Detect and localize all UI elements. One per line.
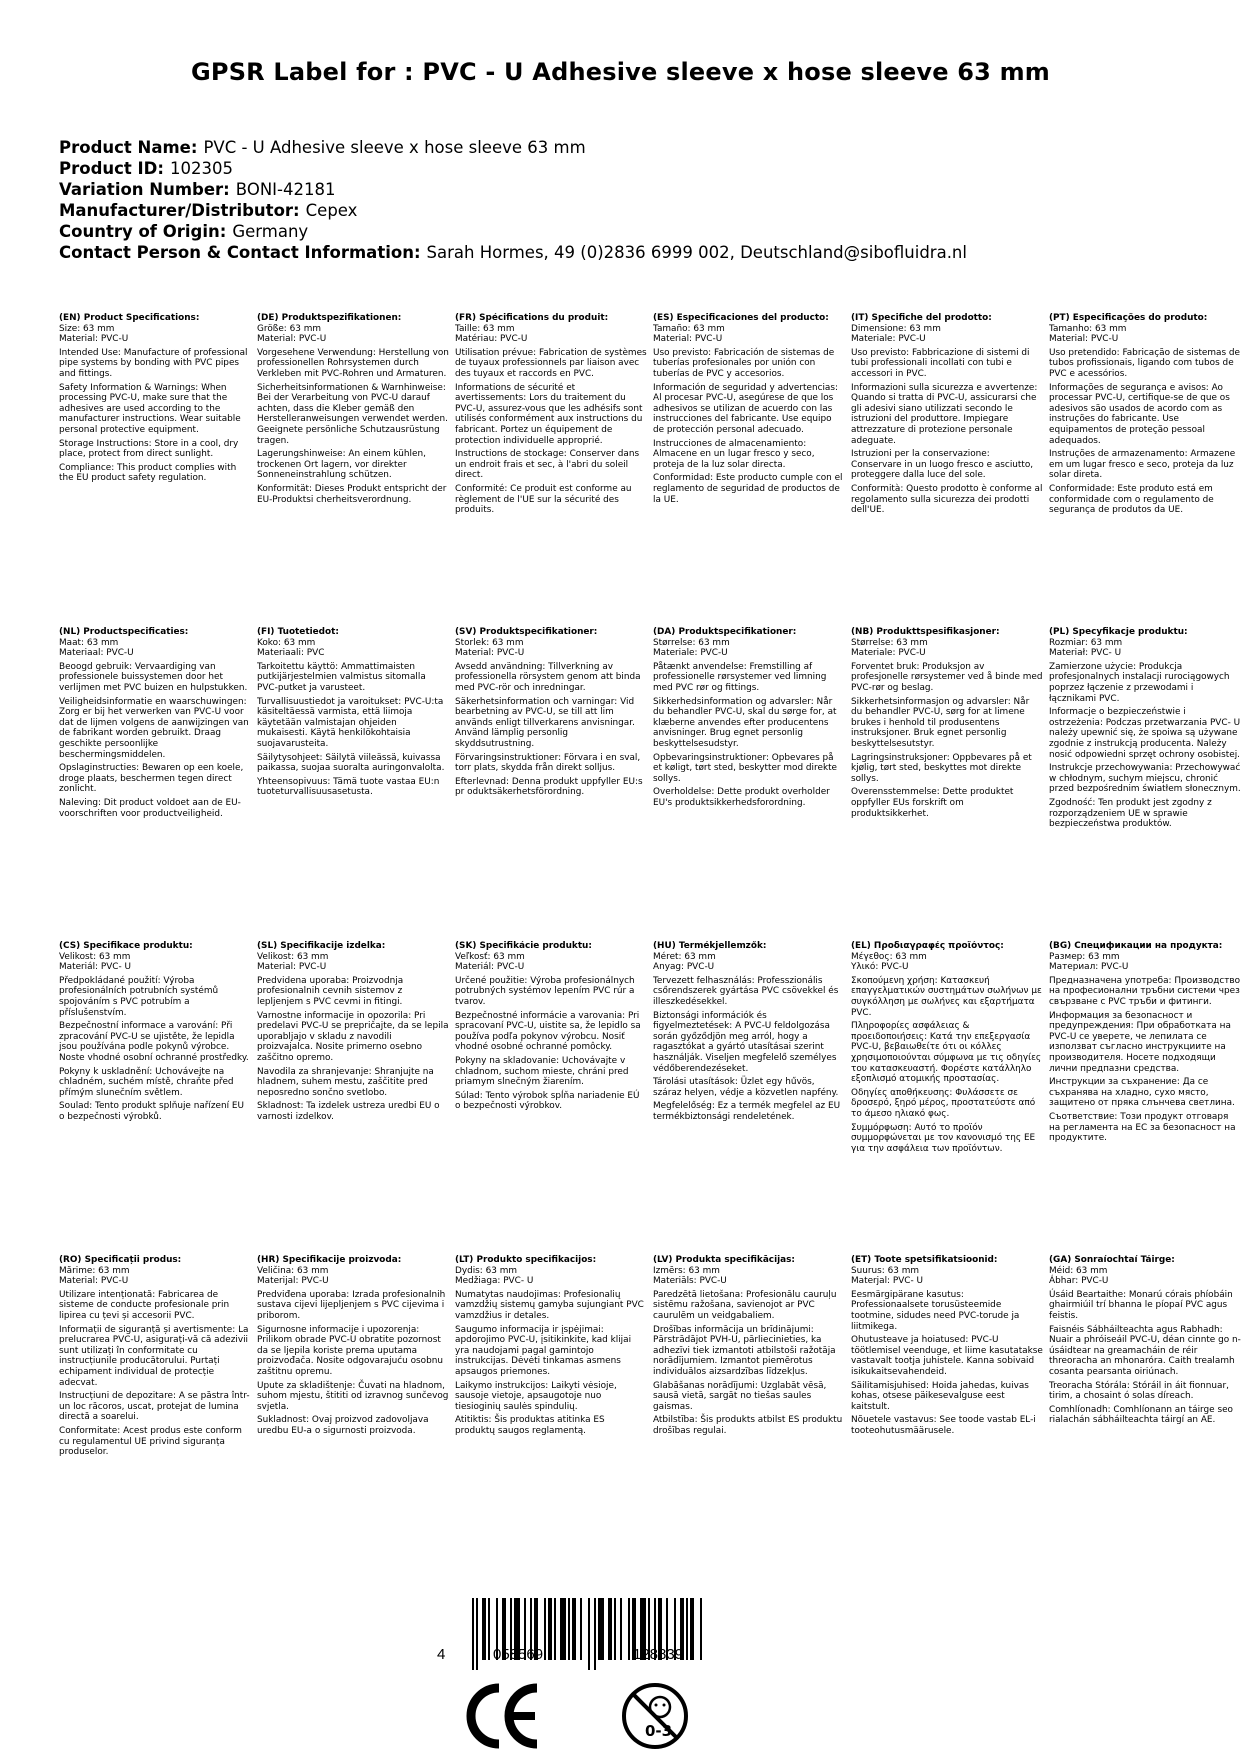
spec-paragraph: Sukladnost: Ovaj proizvod zadovoljava uredbu EU-a o sigurnosti proizvoda. xyxy=(257,1415,429,1436)
spec-paragraph: Uso previsto: Fabbricazione di sistemi di tubi professionali incollati con tubi e accessori in PVC. xyxy=(851,347,1030,379)
spec-block xyxy=(455,1255,653,1569)
spec-block xyxy=(59,941,257,1255)
spec-block xyxy=(257,941,455,1255)
spec-line: Méid: 63 mm xyxy=(1049,1265,1108,1276)
spec-paragraph: Uso pretendido: Fabricação de sistemas de tubos profissionais, ligando com tubos de PVC e acessórios. xyxy=(1049,347,1241,379)
spec-paragraph: Súlad: Tento výrobok spĺňa nariadenie EÚ o bezpečnosti výrobkov. xyxy=(455,1090,640,1112)
spec-line: Material: PVC-U xyxy=(59,1276,129,1287)
spec-paragraph: Bezpečnostné informácie a varovania: Pri spracovaní PVC-U, uistite sa, že lepidlo sa používa podľa pokynov výrobcu. Nosiť vhodné osobné ochranné pomôcky. xyxy=(455,1010,641,1053)
spec-line: Material: PVC-U xyxy=(257,334,327,345)
spec-heading: (DA) Produktspecifikationer: xyxy=(653,627,797,637)
spec-block xyxy=(851,941,1049,1255)
spec-heading: (ET) Toote spetsifikatsioonid: xyxy=(851,1255,998,1265)
spec-paragraph: Zgodność: Ten produkt jest zgodny z rozporządzeniem UE w sprawie bezpieczeństwa produktów. xyxy=(1049,797,1212,830)
spec-paragraph: Conformité: Ce produit est conforme au règlement de l'UE sur la sécurité des produits. xyxy=(455,483,632,516)
spec-block xyxy=(59,1255,257,1569)
barcode-bars-icon xyxy=(440,1598,760,1690)
spec-paragraph: Предназначена употреба: Производство на професионални тръбни системи чрез свързване с PVC тръби и фитинги. xyxy=(1049,975,1241,1007)
spec-block xyxy=(59,627,257,941)
spec-paragraph: Πληροφορίες ασφάλειας & προειδοποιήσεις: Κατά την επεξεργασία PVC-U, βεβαιωθείτε ότι οι κόλλες χρησιμοποιούνται σύμφωνα με τις οδηγίες του κατασκευαστή. Φορέστε κατάλληλο εξοπλισμό ατομικής προστασίας. xyxy=(851,1021,1042,1085)
info-value: Germany xyxy=(232,222,309,241)
spec-paragraph: Sigurnosne informacije i upozorenja: Prilikom obrade PVC-U obratite pozornost da se ljepila koriste prema uputama proizvođača. Nosite odgovarajuću osobnu zaštitnu opremu. xyxy=(257,1324,443,1377)
spec-line: Tamanho: 63 mm xyxy=(1049,323,1127,334)
spec-paragraph: Σκοπούμενη χρήση: Κατασκευή επαγγελματικών συστημάτων σωλήνων με συγκόλληση με σωλήνες και εξαρτήματα PVC. xyxy=(851,975,1042,1018)
spec-line: Taille: 63 mm xyxy=(455,323,515,334)
spec-line: Materjal: PVC- U xyxy=(851,1276,924,1287)
spec-paragraph: Skladnost: Ta izdelek ustreza uredbi EU o varnosti izdelkov. xyxy=(257,1101,440,1122)
spec-line: Material: PVC-U xyxy=(257,962,327,973)
spec-paragraph: Instrucțiuni de depozitare: A se păstra într- un loc răcoros, uscat, protejat de lumina directă a soarelui. xyxy=(59,1391,250,1423)
spec-line: Størrelse: 63 mm xyxy=(653,637,730,648)
spec-heading: (LT) Produkto specifikacijos: xyxy=(455,1255,597,1265)
spec-heading: (SV) Produktspecifikationer: xyxy=(455,627,598,637)
info-row xyxy=(59,242,1209,263)
spec-paragraph: Varnostne informacije in opozorila: Pri predelavi PVC-U se prepričajte, da se lepila uporabljajo v skladu z navodili proizvajalca. Nosite primerno osebno zaščitno opremo. xyxy=(257,1010,449,1063)
spec-block xyxy=(851,627,1049,941)
spec-paragraph: Uso previsto: Fabricación de sistemas de tuberías profesionales por unión con tuberías de PVC y accesorios. xyxy=(653,347,835,379)
spec-paragraph: Turvallisuustiedot ja varoitukset: PVC-U:ta käsiteltäessä varmista, että liimoja käytetään valmistajan ohjeiden mukaisesti. Käytä henkilökohtaisia suojavarusteita. xyxy=(257,696,444,749)
barcode-digits-left: 058569 xyxy=(493,1646,544,1663)
spec-paragraph: Pokyny k uskladnění: Uchovávejte na chladném, suchém místě, chraňte před přímým slunečním světlem. xyxy=(59,1066,234,1098)
spec-line: Maat: 63 mm xyxy=(59,637,119,648)
spec-paragraph: Istruzioni per la conservazione: Conservare in un luogo fresco e asciutto, proteggere dalla luce del sole. xyxy=(851,449,1034,481)
info-row xyxy=(59,137,1209,158)
spec-line: Materiál: PVC- U xyxy=(59,962,132,973)
spec-heading: (GA) Sonraíochtaí Táirge: xyxy=(1049,1255,1175,1265)
spec-paragraph: Drošības informācija un brīdinājumi: Pārstrādājot PVH-U, pārliecinieties, ka adhezīvi tiek izmantoti atbilstoši ražotāja norādījumiem. Izmantot piemērotus individuālos aizsardzības līdzekļus. xyxy=(653,1324,836,1377)
spec-line: Μέγεθος: 63 mm xyxy=(851,951,927,962)
spec-paragraph: Conformità: Questo prodotto è conforme al regolamento sulla sicurezza dei prodotti dell'UE. xyxy=(851,483,1043,516)
info-label: Contact Person & Contact Information: xyxy=(59,243,421,262)
spec-line: Materiaali: PVC xyxy=(257,648,325,659)
spec-block xyxy=(851,1255,1049,1569)
spec-grid xyxy=(59,313,1241,1569)
info-value: Cepex xyxy=(305,201,358,220)
spec-heading: (IT) Specifiche del prodotto: xyxy=(851,313,992,323)
spec-paragraph: Lagerungshinweise: An einem kühlen, trockenen Ort lagern, vor direkter Sonneneinstrahlung schützen. xyxy=(257,449,426,481)
not-for-children-0-3-icon xyxy=(624,1685,686,1747)
spec-paragraph: Predvidena uporaba: Proizvodnja profesionalnih cevnih sistemov z lepljenjem s PVC cevmi in fitingi. xyxy=(257,975,404,1007)
spec-paragraph: Konformität: Dieses Produkt entspricht der EU-Produktsi cherheitsverordnung. xyxy=(257,483,447,505)
spec-line: Material: PVC-U xyxy=(59,334,129,345)
spec-line: Materiaal: PVC-U xyxy=(59,648,134,659)
spec-line: Medžiaga: PVC- U xyxy=(455,1276,534,1287)
spec-line: Размер: 63 mm xyxy=(1049,951,1120,962)
spec-line: Veľkosť: 63 mm xyxy=(455,951,525,962)
spec-paragraph: Instrukcje przechowywania: Przechowywać w chłodnym, suchym miejscu, chronić przed bezpośrednim światłem słonecznym. xyxy=(1049,763,1241,795)
spec-heading: (EL) Προδιαγραφές προϊόντος: xyxy=(851,941,1004,951)
spec-paragraph: Conformitate: Acest produs este conform cu regulamentul UE privind siguranța produselor. xyxy=(59,1425,242,1458)
spec-line: Materiāls: PVC-U xyxy=(653,1276,727,1287)
spec-paragraph: Laikymo instrukcijos: Laikyti vėsioje, sausoje vietoje, apsaugotoje nuo tiesioginių saulės spindulių. xyxy=(455,1380,617,1412)
spec-block xyxy=(59,313,257,627)
spec-block xyxy=(653,941,851,1255)
spec-heading: (NL) Productspecificaties: xyxy=(59,627,189,637)
spec-line: Rozmiar: 63 mm xyxy=(1049,637,1123,648)
spec-line: Size: 63 mm xyxy=(59,323,115,334)
spec-block xyxy=(455,313,653,627)
spec-line: Materijal: PVC-U xyxy=(257,1276,329,1287)
spec-heading: (FR) Spécifications du produit: xyxy=(455,313,609,323)
spec-paragraph: Treoracha Stórála: Stóráil in áit fionnuar, tirim, a chosaint ó solas díreach. xyxy=(1049,1380,1229,1402)
info-value: BONI-42181 xyxy=(235,180,336,199)
spec-paragraph: Tervezett felhasználás: Professzionális csőrendszerek gyártása PVC csövekkel és illeszkedésekkel. xyxy=(653,975,839,1007)
info-row xyxy=(59,179,1209,200)
spec-line: Material: PVC-U xyxy=(1049,334,1119,345)
spec-paragraph: Eesmärgipärane kasutus: Professionaalsete torusüsteemide tootmine, sidudes need PVC-torude ja liitmikega. xyxy=(851,1289,1020,1332)
spec-paragraph: Safety Information & Warnings: When processing PVC-U, make sure that the adhesives are used according to the manufacturer instructions. Wear suitable personal protective equipment. xyxy=(59,382,241,435)
spec-paragraph: Faisnéis Sábháilteachta agus Rabhadh: Nuair a phróiseáil PVC-U, déan cinnte go n-úsáidtear na greamacháin de réir threoracha an mhonaróra. Caith trealamh cosanta pearsanta oiriúnach. xyxy=(1049,1324,1241,1377)
info-value: 102305 xyxy=(169,159,233,178)
spec-paragraph: Utilizare intenționată: Fabricarea de sisteme de conducte profesionale prin lipirea cu țevi și accesorii PVC. xyxy=(59,1289,230,1321)
info-row xyxy=(59,221,1209,242)
spec-paragraph: Información de seguridad y advertencias: Al procesar PVC-U, asegúrese de que los adhesivos se utilizan de acuerdo con las instrucciones del fabricante. Use equipo de protección personal adecuado. xyxy=(653,382,838,435)
spec-paragraph: Soulad: Tento produkt splňuje nařízení EU o bezpečnosti výrobků. xyxy=(59,1101,245,1122)
spec-paragraph: Съответствие: Този продукт отговаря на регламента на ЕС за безопасност на продуктите. xyxy=(1049,1111,1236,1144)
spec-block xyxy=(1049,627,1241,941)
spec-line: Materiale: PVC-U xyxy=(653,648,728,659)
spec-paragraph: Informații de siguranță și avertismente: La prelucrarea PVC-U, asigurați-vă că adezivii sunt utilizați în conformitate cu instrucțiunile producătorului. Purtați echipament individual de protecție adecvat. xyxy=(59,1324,249,1388)
spec-heading: (DE) Produktspezifikationen: xyxy=(257,313,402,323)
spec-paragraph: Tárolási utasítások: Üzlet egy hűvös, száraz helyen, védje a közvetlen napfény. xyxy=(653,1077,839,1098)
spec-paragraph: Sicherheitsinformationen & Warnhinweise: Bei der Verarbeitung von PVC-U darauf achten, dass die Kleber gemäß den Herstelleranweisungen verwendet werden. Geeignete persönliche Schutzausrüstung tragen. xyxy=(257,382,448,446)
ce-mark-icon xyxy=(471,1688,537,1744)
spec-paragraph: Atbilstība: Šis produkts atbilst ES produktu drošības regulai. xyxy=(653,1415,843,1436)
info-label: Manufacturer/Distributor: xyxy=(59,201,300,220)
spec-line: Mărime: 63 mm xyxy=(59,1265,130,1276)
spec-paragraph: Overholdelse: Dette produkt overholder EU's produktsikkerhedsforordning. xyxy=(653,787,830,808)
info-label: Product Name: xyxy=(59,138,198,157)
barcode-digit-prefix: 4 xyxy=(437,1646,446,1663)
spec-paragraph: Информация за безопасност и предупреждения: При обработката на PVC-U се уверете, че лепилата се използват съгласно инструкциите на производителя. Носете подходящи лични предпазни средства. xyxy=(1049,1010,1231,1074)
info-label: Product ID: xyxy=(59,159,164,178)
spec-paragraph: Lagringsinstruksjoner: Oppbevares på et kjølig, tørt sted, beskyttes mot direkte sollys. xyxy=(851,752,1032,784)
spec-paragraph: Predviđena uporaba: Izrada profesionalnih sustava cijevi lijepljenjem s PVC cijevima i priborom. xyxy=(257,1289,446,1321)
spec-heading: (HR) Specifikacije proizvoda: xyxy=(257,1255,402,1265)
spec-block xyxy=(257,1255,455,1569)
compliance-marks xyxy=(455,1680,715,1752)
spec-paragraph: Sikkerhetsinformasjon og advarsler: Når du behandler PVC-U, sørg for at limene brukes i henhold til produsentens instruksjoner. Bruk egnet personlig beskyttelsesutstyr. xyxy=(851,696,1030,749)
spec-paragraph: Forventet bruk: Produksjon av profesjonelle rørsystemer ved å binde med PVC-rør og beslag. xyxy=(851,661,1043,693)
spec-paragraph: Předpokládané použití: Výroba profesionálních potrubních systémů spojováním s PVC potrubím a příslušenstvím. xyxy=(59,975,219,1018)
spec-paragraph: Atitiktis: Šis produktas atitinka ES produktų saugos reglamentą. xyxy=(455,1415,605,1436)
spec-paragraph: Οδηγίες αποθήκευσης: Φυλάσσετε σε δροσερό, ξηρό μέρος, προστατεύστε από το άμεσο ηλιακό φως. xyxy=(851,1087,1036,1119)
spec-line: Velikost: 63 mm xyxy=(59,951,131,962)
spec-line: Méret: 63 mm xyxy=(653,951,716,962)
spec-paragraph: Säkerhetsinformation och varningar: Vid bearbetning av PVC-U, se till att lim används enligt tillverkarens anvisningar. Använd lämplig personlig skyddsutrustning. xyxy=(455,696,635,749)
spec-paragraph: Upute za skladištenje: Čuvati na hladnom, suhom mjestu, štititi od izravnog sunčevog svjetla. xyxy=(257,1380,449,1412)
spec-line: Größe: 63 mm xyxy=(257,323,322,334)
spec-heading: (LV) Produkta specifikācijas: xyxy=(653,1255,795,1265)
page-title: GPSR Label for : PVC - U Adhesive sleeve x hose sleeve 63 mm xyxy=(191,58,1050,86)
spec-heading: (FI) Tuotetiedot: xyxy=(257,627,339,637)
spec-paragraph: Bezpečnostní informace a varování: Při zpracování PVC-U se ujistěte, že lepidla jsou používána podle pokynů výrobce. Noste vhodné osobní ochranné prostředky. xyxy=(59,1021,249,1063)
spec-paragraph: Pokyny na skladovanie: Uchovávajte v chladnom, suchom mieste, chráni pred priamym slnečným žiarením. xyxy=(455,1055,629,1088)
spec-paragraph: Instructions de stockage: Conserver dans un endroit frais et sec, à l'abri du soleil direct. xyxy=(455,449,640,481)
spec-heading: (BG) Спецификации на продукта: xyxy=(1049,941,1223,951)
spec-line: Koko: 63 mm xyxy=(257,637,316,648)
spec-block xyxy=(653,627,851,941)
barcode-digits-right: 128839 xyxy=(633,1646,684,1663)
spec-paragraph: Инструкции за съхранение: Да се съхранява на хладно, сухо място, защитено от пряка слънчева светлина. xyxy=(1049,1077,1235,1109)
spec-line: Anyag: PVC-U xyxy=(653,962,715,973)
spec-paragraph: Veiligheidsinformatie en waarschuwingen: Zorg er bij het verwerken van PVC-U voor dat de lijmen volgens de aanwijzingen van de fabrikant worden gebruikt. Draag geschikte persoonlijke beschermingsmiddelen. xyxy=(59,696,249,760)
spec-paragraph: Sikkerhedsinformation og advarsler: Når du behandler PVC-U, skal du sørge for, at klæberne anvendes efter producentens anvisninger. Brug egnet personlig beskyttelsesudstyr. xyxy=(653,696,837,749)
spec-line: Материал: PVC-U xyxy=(1049,962,1129,973)
spec-block xyxy=(1049,941,1241,1255)
spec-paragraph: Conformidade: Este produto está em conformidade com o regulamento de segurança de produtos da UE. xyxy=(1049,483,1214,516)
spec-line: Størrelse: 63 mm xyxy=(851,637,928,648)
spec-line: Materiał: PVC- U xyxy=(1049,648,1122,659)
spec-paragraph: Biztonsági információk és figyelmeztetések: A PVC-U feldolgozása során győződjön meg arról, hogy a ragasztókat a gyártó utasításai szerint használják. Viseljen megfelelő személyes védőberendezéseket. xyxy=(653,1010,837,1074)
spec-heading: (PT) Especificações do produto: xyxy=(1049,313,1208,323)
info-value: PVC - U Adhesive sleeve x hose sleeve 63 mm xyxy=(203,138,586,157)
spec-paragraph: Úsáid Beartaithe: Monarú córais phíobáin ghairmiúil trí bhanna le píopaí PVC agus feistis. xyxy=(1049,1289,1233,1321)
spec-line: Dydis: 63 mm xyxy=(455,1265,518,1276)
spec-block xyxy=(1049,1255,1241,1569)
spec-line: Matériau: PVC-U xyxy=(455,334,528,345)
spec-block xyxy=(653,313,851,627)
spec-line: Materiál: PVC-U xyxy=(455,962,525,973)
spec-paragraph: Tarkoitettu käyttö: Ammattimaisten putkijärjestelmien valmistus sitomalla PVC-putket ja varusteet. xyxy=(257,661,426,693)
spec-block xyxy=(257,313,455,627)
info-row xyxy=(59,158,1209,179)
spec-line: Ábhar: PVC-U xyxy=(1049,1276,1109,1287)
info-label: Country of Origin: xyxy=(59,222,227,241)
spec-heading: (NB) Produkttspesifikasjoner: xyxy=(851,627,1000,637)
spec-paragraph: Paredzētā lietošana: Profesionālu cauruļu sistēmu ražošana, savienojot ar PVC caurulēm un veidgabaliem. xyxy=(653,1289,837,1321)
spec-paragraph: Instrucciones de almacenamiento: Almacene en un lugar fresco y seco, proteja de la luz solar directa. xyxy=(653,438,815,470)
spec-paragraph: Utilisation prévue: Fabrication de systèmes de tuyaux professionnels par liaison avec des tuyaux et raccords en PVC. xyxy=(455,347,647,379)
spec-paragraph: Glabāšanas norādījumi: Uzglabāt vēsā, sausā vietā, sargāt no tiešas saules gaismas. xyxy=(653,1380,827,1412)
spec-line: Tamaño: 63 mm xyxy=(653,323,725,334)
info-value: Sarah Hormes, 49 (0)2836 6999 002, Deutschland@sibofluidra.nl xyxy=(426,243,967,262)
spec-paragraph: Instruções de armazenamento: Armazene em um lugar fresco e seco, proteja da luz solar direta. xyxy=(1049,449,1236,481)
spec-line: Izmērs: 63 mm xyxy=(653,1265,720,1276)
barcode xyxy=(440,1598,760,1690)
spec-heading: (ES) Especificaciones del producto: xyxy=(653,313,829,323)
spec-line: Υλικό: PVC-U xyxy=(851,962,909,973)
spec-paragraph: Opslaginstructies: Bewaren op een koele, droge plaats, beschermen tegen direct zonlicht. xyxy=(59,763,244,795)
spec-heading: (SK) Špecifikácie produktu: xyxy=(455,941,592,951)
info-label: Variation Number: xyxy=(59,180,230,199)
spec-line: Storlek: 63 mm xyxy=(455,637,524,648)
spec-line: Material: PVC-U xyxy=(455,648,525,659)
spec-line: Materiale: PVC-U xyxy=(851,334,926,345)
spec-paragraph: Saugumo informacija ir įspėjimai: apdorojimo PVC-U, įsitikinkite, kad klijai yra naudojami pagal gamintojo instrukcijas. Dėvėti tinkamas asmens apsaugos priemones. xyxy=(455,1324,632,1377)
spec-paragraph: Storage Instructions: Store in a cool, dry place, protect from direct sunlight. xyxy=(59,438,239,460)
spec-block xyxy=(653,1255,851,1569)
spec-paragraph: Säilytysohjeet: Säilytä viileässä, kuivassa paikassa, suojaa suoralta auringonvalolta. xyxy=(257,752,445,774)
spec-line: Velikost: 63 mm xyxy=(257,951,329,962)
spec-paragraph: Yhteensopivuus: Tämä tuote vastaa EU:n tuoteturvallisuusasetusta. xyxy=(257,776,440,798)
spec-heading: (RO) Specificații produs: xyxy=(59,1255,182,1265)
spec-paragraph: Beoogd gebruik: Vervaardiging van professionele buissystemen door het verlijmen met PVC buizen en hulpstukken. xyxy=(59,661,248,693)
spec-paragraph: Informações de segurança e avisos: Ao processar PVC-U, certifique-se de que os adesivos são usados de acordo com as instruções do fabricante. Use equipamentos de proteção pessoal adequados. xyxy=(1049,382,1230,446)
spec-paragraph: Συμμόρφωση: Αυτό το προϊόν συμμορφώνεται με τον κανονισμό της ΕΕ για την ασφάλεια των προϊόντων. xyxy=(851,1122,1036,1154)
spec-block xyxy=(455,627,653,941)
spec-paragraph: Megfelelőség: Ez a termék megfelel az EU termékbiztonsági rendeletének. xyxy=(653,1101,841,1122)
spec-paragraph: Informazioni sulla sicurezza e avvertenze: Quando si tratta di PVC-U, assicurarsi che gli adesivi siano utilizzati secondo le istruzioni del produttore. Impiegare attrezzature di protezione personale adeguate. xyxy=(851,382,1038,446)
spec-paragraph: Avsedd användning: Tillverkning av professionella rörsystem genom att binda med PVC-rör och inredningar. xyxy=(455,661,641,693)
spec-block xyxy=(257,627,455,941)
spec-heading: (HU) Termékjellemzők: xyxy=(653,941,767,951)
spec-paragraph: Ohutusteave ja hoiatused: PVC-U töötlemisel veenduge, et liime kasutatakse vastavalt tootja juhistele. Kanna sobivaid isikukaitsevahendeid. xyxy=(851,1335,1043,1377)
spec-block xyxy=(455,941,653,1255)
spec-paragraph: Určené použitie: Výroba profesionálnych potrubných systémov lepením PVC rúr a tvarov. xyxy=(455,975,635,1007)
spec-paragraph: Conformidad: Este producto cumple con el reglamento de seguridad de productos de la UE. xyxy=(653,473,843,505)
spec-line: Veličina: 63 mm xyxy=(257,1265,329,1276)
spec-paragraph: Påtænkt anvendelse: Fremstilling af professionelle rørsystemer ved limning med PVC rør og fittings. xyxy=(653,661,827,693)
product-info xyxy=(59,137,1209,263)
spec-line: Material: PVC-U xyxy=(653,334,723,345)
spec-paragraph: Säilitamisjuhised: Hoida jahedas, kuivas kohas, otsese päikesevalguse eest kaitstult. xyxy=(851,1380,1029,1412)
spec-line: Dimensione: 63 mm xyxy=(851,323,941,334)
spec-heading: (EN) Product Specifications: xyxy=(59,313,200,323)
spec-paragraph: Zamierzone użycie: Produkcja profesjonalnych instalacji rurociągowych poprzez łączenie z przewodami i łącznikami PVC. xyxy=(1049,661,1230,704)
spec-paragraph: Opbevaringsinstruktioner: Opbevares på et køligt, tørt sted, beskytter mod direkte sollys. xyxy=(653,752,838,784)
spec-paragraph: Informations de sécurité et avertissements: Lors du traitement du PVC-U, assurez-vous que les adhésifs sont utilisés conformément aux instructions du fabricant. Portez un équipement de protection individuelle approprié. xyxy=(455,382,643,446)
spec-paragraph: Vorgesehene Verwendung: Herstellung von professionellen Rohrsystemen durch Verkleben mit PVC-Rohren und Armaturen. xyxy=(257,347,449,379)
spec-heading: (SL) Specifikacije izdelka: xyxy=(257,941,386,951)
spec-paragraph: Comhlíonadh: Comhlíonann an táirge seo rialachán sábháilteachta táirgí an AE. xyxy=(1049,1404,1233,1426)
spec-heading: (PL) Specyfikacje produktu: xyxy=(1049,627,1188,637)
spec-paragraph: Compliance: This product complies with the EU product safety regulation. xyxy=(59,462,237,484)
spec-paragraph: Overensstemmelse: Dette produktet oppfyller EUs forskrift om produktsikkerhet. xyxy=(851,787,1014,819)
spec-paragraph: Nõuetele vastavus: See toode vastab EL-i tooteohutusmäärusele. xyxy=(851,1415,1036,1436)
spec-paragraph: Efterlevnad: Denna produkt uppfyller EU:s pr oduktsäkerhetsförordning. xyxy=(455,776,643,798)
spec-line: Materiale: PVC-U xyxy=(851,648,926,659)
spec-paragraph: Naleving: Dit product voldoet aan de EU-voorschriften voor productveiligheid. xyxy=(59,797,241,819)
spec-paragraph: Navodila za shranjevanje: Shranjujte na hladnem, suhem mestu, zaščitite pred neposredno sončno svetlobo. xyxy=(257,1066,434,1098)
spec-paragraph: Förvaringsinstruktioner: Förvara i en sval, torr plats, skydda från direkt solljus. xyxy=(455,752,641,774)
spec-paragraph: Intended Use: Manufacture of professional pipe systems by bonding with PVC pipes and fittings. xyxy=(59,347,248,379)
spec-paragraph: Numatytas naudojimas: Profesionalių vamzdžių sistemų gamyba sujungiant PVC vamzdžius ir detales. xyxy=(455,1289,644,1321)
spec-line: Suurus: 63 mm xyxy=(851,1265,919,1276)
age-label: 0-3 xyxy=(645,1722,673,1740)
spec-block xyxy=(1049,313,1241,627)
spec-block xyxy=(851,313,1049,627)
spec-heading: (CS) Specifikace produktu: xyxy=(59,941,193,951)
info-row xyxy=(59,200,1209,221)
spec-paragraph: Informacje o bezpieczeństwie i ostrzeżenia: Podczas przetwarzania PVC- U należy upewnić się, że spoiwa są używane zgodnie z instrukcją producenta. Należy nosić odpowiedni sprzęt ochrony osobistej. xyxy=(1049,707,1241,760)
